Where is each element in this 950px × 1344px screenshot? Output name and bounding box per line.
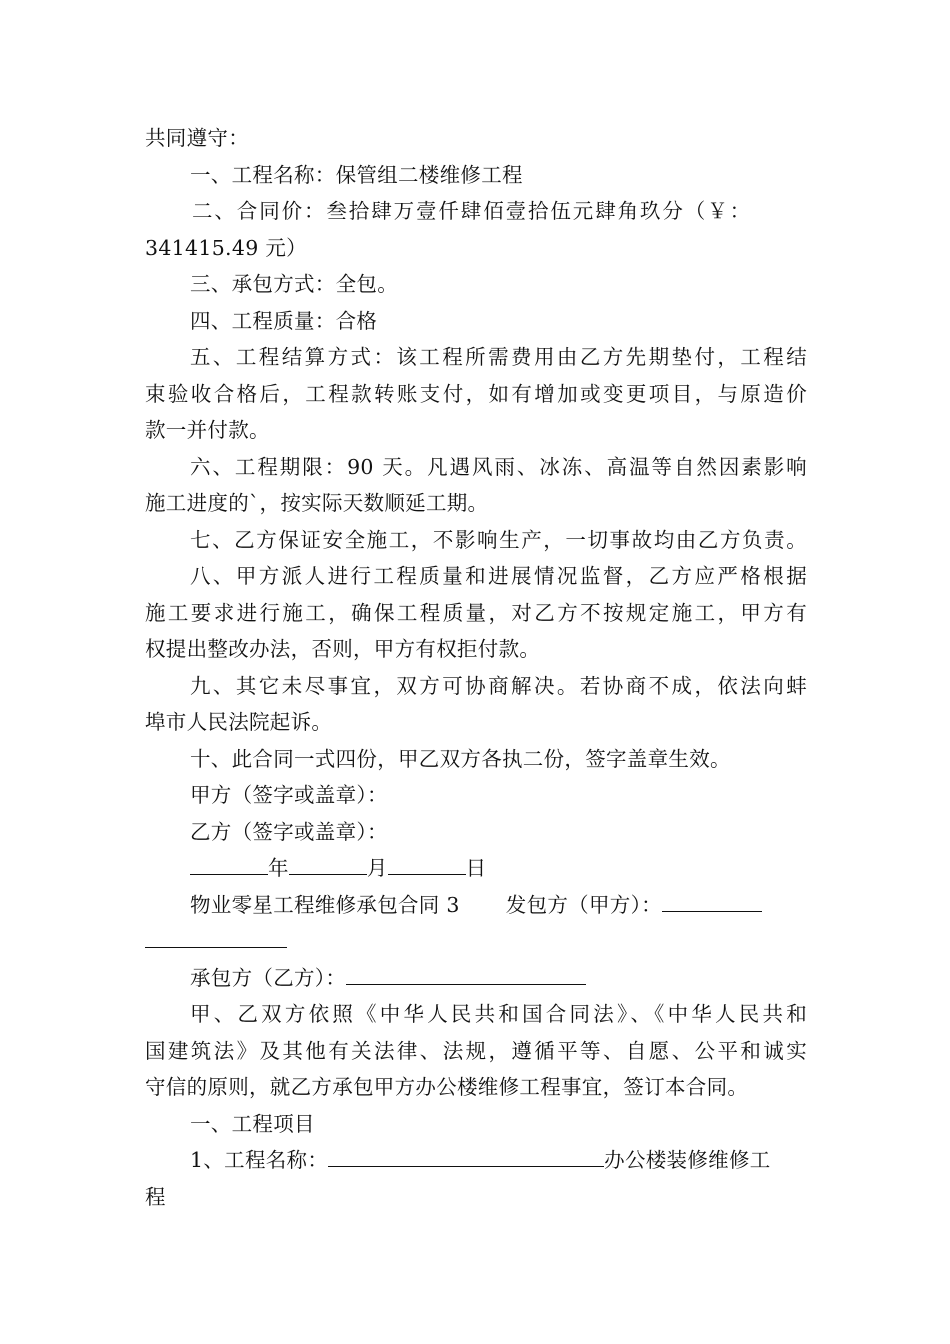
text-line: 施工要求进行施工，确保工程质量，对乙方不按规定施工，甲方有 xyxy=(145,600,807,625)
date-day-label: 日 xyxy=(465,856,487,880)
text-line: 八、甲方派人进行工程质量和进展情况监督，乙方应严格根据 xyxy=(190,564,807,588)
contractor-label: 承包方（乙方）： xyxy=(190,965,347,990)
employer-blank-wrap xyxy=(145,924,287,948)
contractor-line xyxy=(145,960,807,997)
text-line: 七、乙方保证安全施工，不影响生产，一切事故均由乙方负责。 xyxy=(190,527,807,552)
text-line: 二、合同价：叁拾肆万壹仟肆佰壹拾伍元肆角玖分（￥： xyxy=(192,199,752,223)
project-name-label: 1、工程名称： xyxy=(190,1148,329,1172)
text-line: 权提出整改办法，否则，甲方有权拒付款。 xyxy=(145,637,541,661)
text-line: 施工进度的`，按实际天数顺延工期。 xyxy=(145,491,489,515)
contract3-title: 物业零星工程维修承包合同 3 xyxy=(190,892,460,917)
employer-label: 发包方（甲方）： xyxy=(505,892,662,917)
text-line: 六、工程期限：90 天。凡遇风雨、冰冻、高温等自然因素影响 xyxy=(190,454,807,479)
text-line: 五、工程结算方式：该工程所需费用由乙方先期垫付，工程结 xyxy=(190,345,807,369)
text-line: 共同遵守： xyxy=(145,126,249,150)
text-line: 341415.49 元） xyxy=(145,235,307,260)
text-line: 甲、乙双方依照《中华人民共和国合同法》、《中华人民共和 xyxy=(190,1002,807,1026)
party-b-signature-line: 乙方（签字或盖章）： xyxy=(190,819,388,844)
date-month-label: 月 xyxy=(366,856,388,880)
text-line: 国建筑法》及其他有关法律、法规，遵循平等、自愿、公平和诚实 xyxy=(145,1038,807,1063)
date-line xyxy=(145,850,807,887)
party-a-signature-line: 甲方（签字或盖章）： xyxy=(190,783,388,807)
contract3-heading-line xyxy=(145,887,807,924)
text-line: 九、其它未尽事宜，双方可协商解决。若协商不成，依法向蚌 xyxy=(190,673,807,698)
contractor-blank xyxy=(346,961,586,985)
date-day-blank xyxy=(388,851,466,875)
text-line: 守信的原则，就乙方承包甲方办公楼维修工程事宜，签订本合同。 xyxy=(145,1075,749,1099)
date-year-blank xyxy=(190,851,268,875)
text-line: 款一并付款。 xyxy=(145,418,270,442)
text-line: 程 xyxy=(145,1184,166,1209)
text-line: 四、工程质量：合格 xyxy=(190,308,378,333)
section-heading: 一、工程项目 xyxy=(190,1111,315,1136)
text-line: 十、此合同一式四份，甲乙双方各执二份，签字盖章生效。 xyxy=(190,746,731,771)
date-year-label: 年 xyxy=(268,856,289,880)
document-page xyxy=(145,120,807,1215)
project-name-blank xyxy=(328,1143,604,1167)
text-line: 三、承包方式：全包。 xyxy=(190,272,398,296)
text-line: 埠市人民法院起诉。 xyxy=(145,710,333,734)
project-name-suffix: 办公楼装修维修工 xyxy=(604,1148,771,1172)
employer-blank xyxy=(662,888,762,912)
text-line: 束验收合格后，工程款转账支付，如有增加或变更项目，与原造价 xyxy=(145,381,807,406)
text-line: 一、工程名称：保管组二楼维修工程 xyxy=(190,162,523,187)
project-name-line xyxy=(145,1142,807,1179)
employer-blank-continuation xyxy=(145,923,807,960)
date-month-blank xyxy=(289,851,367,875)
